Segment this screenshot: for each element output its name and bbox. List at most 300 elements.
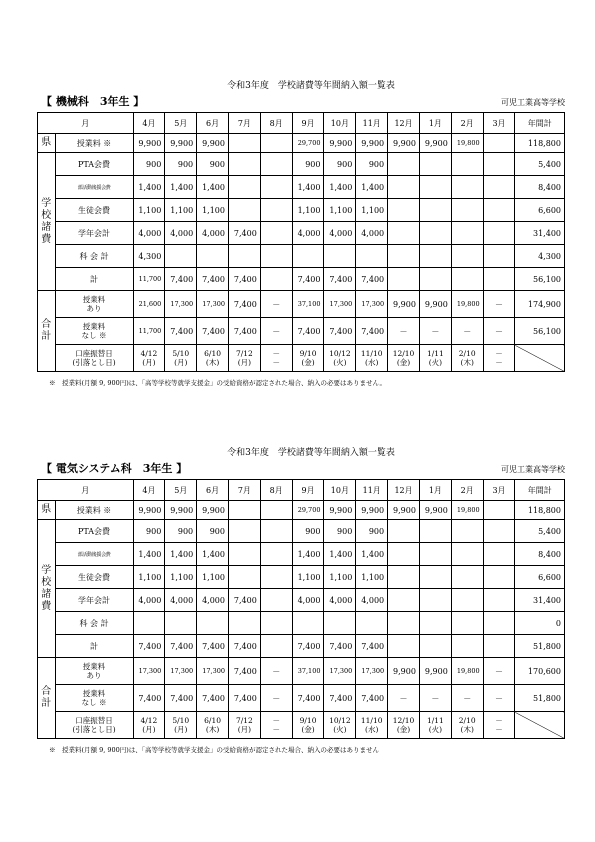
value-cell: 7,400	[356, 635, 388, 658]
value-cell	[388, 245, 420, 268]
row-label: 科 会 計	[55, 612, 133, 635]
row-label: PTA会費	[55, 153, 133, 176]
value-cell	[388, 612, 420, 635]
transfer-weekday: (火)	[428, 358, 443, 367]
month-header-cell: 6月	[197, 480, 229, 501]
value-cell: －	[483, 291, 515, 318]
row-label	[55, 685, 133, 712]
value-cell: 4,000	[292, 589, 324, 612]
transfer-date-cell	[451, 712, 483, 739]
transfer-date-cell	[356, 712, 388, 739]
value-cell: 7,400	[133, 635, 165, 658]
value-cell	[197, 612, 229, 635]
row-label-line: (引落とし日)	[72, 725, 116, 734]
row-label	[55, 291, 133, 318]
value-cell: 1,100	[356, 566, 388, 589]
transfer-date-cell	[419, 345, 451, 372]
transfer-date: 1/11	[426, 349, 444, 358]
value-cell: 7,400	[324, 685, 356, 712]
value-cell: 4,000	[292, 222, 324, 245]
category-total: 合計	[38, 658, 56, 739]
table-row	[38, 685, 565, 712]
transfer-date: －	[272, 349, 280, 358]
value-cell: 4,000	[165, 222, 197, 245]
value-cell: 7,400	[165, 318, 197, 345]
value-cell	[483, 268, 515, 291]
value-cell: 17,300	[197, 658, 229, 685]
row-label-line: なし ※	[81, 331, 107, 340]
transfer-date: 9/10	[299, 349, 317, 358]
value-cell: －	[483, 318, 515, 345]
month-header: 月	[38, 113, 134, 134]
transfer-date: 2/10	[458, 716, 476, 725]
annual-total-cell: 4,300	[515, 245, 565, 268]
school-name: 可児工業高等学校	[501, 465, 565, 474]
transfer-weekday: (火)	[333, 725, 347, 734]
value-cell: －	[451, 685, 483, 712]
month-header-cell: 12月	[388, 113, 420, 134]
value-cell	[324, 612, 356, 635]
value-cell: 7,400	[324, 268, 356, 291]
total-header: 年間計	[515, 480, 565, 501]
transfer-date: －	[495, 349, 503, 358]
value-cell: 7,400	[292, 635, 324, 658]
category-total: 合計	[38, 291, 56, 372]
value-cell: 9,900	[388, 291, 420, 318]
section-header	[37, 461, 565, 479]
value-cell	[165, 612, 197, 635]
value-cell: 7,400	[356, 318, 388, 345]
value-cell	[451, 543, 483, 566]
transfer-date-cell	[483, 345, 515, 372]
diagonal-cell	[515, 712, 565, 739]
value-cell: 1,100	[165, 199, 197, 222]
annual-total-cell: 118,800	[515, 134, 565, 153]
month-header-cell: 2月	[451, 113, 483, 134]
value-cell	[260, 520, 292, 543]
value-cell	[483, 520, 515, 543]
value-cell: －	[260, 658, 292, 685]
annual-total-cell: 5,400	[515, 520, 565, 543]
table-row	[38, 176, 565, 199]
row-label: 部活動後援会費	[55, 176, 133, 199]
value-cell: 1,100	[356, 199, 388, 222]
transfer-date-cell	[197, 712, 229, 739]
value-cell	[483, 222, 515, 245]
row-label-line: 授業料	[82, 689, 106, 698]
value-cell	[260, 566, 292, 589]
value-cell: 7,400	[356, 685, 388, 712]
transfer-weekday: －	[495, 725, 503, 734]
table-row	[38, 245, 565, 268]
value-cell	[228, 566, 260, 589]
value-cell: 7,400	[228, 291, 260, 318]
value-cell	[483, 245, 515, 268]
transfer-weekday: －	[495, 358, 503, 367]
month-header-cell: 5月	[165, 480, 197, 501]
value-cell: 9,900	[388, 658, 420, 685]
value-cell: 4,000	[356, 589, 388, 612]
table-row	[38, 318, 565, 345]
value-cell: 1,100	[324, 199, 356, 222]
annual-total-cell: 8,400	[515, 176, 565, 199]
value-cell	[228, 245, 260, 268]
transfer-weekday: (金)	[396, 725, 411, 734]
value-cell	[133, 612, 165, 635]
table-header-row	[38, 480, 565, 501]
value-cell	[419, 153, 451, 176]
value-cell: 7,400	[165, 685, 197, 712]
value-cell: 21,600	[133, 291, 165, 318]
value-cell	[260, 245, 292, 268]
value-cell: 4,000	[197, 589, 229, 612]
table-row	[38, 268, 565, 291]
value-cell: －	[483, 658, 515, 685]
table-row	[38, 291, 565, 318]
value-cell: －	[419, 318, 451, 345]
value-cell: －	[260, 291, 292, 318]
value-cell	[356, 612, 388, 635]
value-cell: 17,300	[356, 291, 388, 318]
transfer-date: 6/10	[204, 716, 221, 725]
value-cell	[483, 589, 515, 612]
row-label-line: 授業料	[82, 662, 106, 671]
annual-total-cell: 56,100	[515, 268, 565, 291]
value-cell: 4,300	[133, 245, 165, 268]
value-cell: 1,400	[133, 543, 165, 566]
value-cell	[260, 612, 292, 635]
value-cell: 37,100	[292, 291, 324, 318]
transfer-weekday: (火)	[428, 725, 443, 734]
value-cell	[419, 612, 451, 635]
transfer-date-cell	[260, 345, 292, 372]
table-row	[38, 501, 565, 520]
value-cell	[228, 199, 260, 222]
month-header-cell: 8月	[260, 480, 292, 501]
value-cell	[388, 268, 420, 291]
row-label-line: なし ※	[81, 698, 107, 707]
annual-total-cell: 51,800	[515, 635, 565, 658]
value-cell	[260, 268, 292, 291]
row-label-line: あり	[86, 304, 102, 313]
value-cell: 9,900	[133, 501, 165, 520]
table-row	[38, 222, 565, 245]
transfer-weekday: (水)	[365, 725, 379, 734]
transfer-date: 10/12	[329, 716, 351, 725]
table-row	[38, 712, 565, 739]
transfer-date-cell	[292, 712, 324, 739]
transfer-date-cell	[324, 345, 356, 372]
transfer-date-cell	[197, 345, 229, 372]
total-header: 年間計	[515, 113, 565, 134]
value-cell	[483, 501, 515, 520]
value-cell: 900	[356, 520, 388, 543]
value-cell: 19,800	[451, 291, 483, 318]
value-cell	[260, 176, 292, 199]
value-cell	[483, 566, 515, 589]
value-cell: 7,400	[228, 222, 260, 245]
month-header-cell: 9月	[292, 113, 324, 134]
month-header-cell: 3月	[483, 480, 515, 501]
value-cell: 7,400	[133, 685, 165, 712]
value-cell: 9,900	[419, 501, 451, 520]
transfer-date: 2/10	[458, 349, 476, 358]
school-name: 可児工業高等学校	[501, 98, 565, 107]
value-cell	[419, 268, 451, 291]
value-cell: 1,100	[165, 566, 197, 589]
table-row	[38, 345, 565, 372]
value-cell: 9,900	[197, 134, 229, 153]
value-cell	[451, 589, 483, 612]
value-cell	[419, 520, 451, 543]
annual-total-cell: 0	[515, 612, 565, 635]
category-school-fees: 学校諸費	[38, 153, 56, 291]
value-cell: 900	[133, 520, 165, 543]
transfer-date: 7/12	[235, 716, 253, 725]
transfer-weekday: (水)	[365, 358, 379, 367]
row-label: 生徒会費	[55, 199, 133, 222]
value-cell	[388, 520, 420, 543]
value-cell: 1,400	[356, 543, 388, 566]
value-cell: 7,400	[292, 685, 324, 712]
transfer-date-cell	[292, 345, 324, 372]
course-name: 【 電気システム科 3年生 】	[41, 462, 188, 475]
transfer-date: 1/11	[426, 716, 444, 725]
fee-table	[37, 479, 565, 739]
value-cell: －	[388, 318, 420, 345]
value-cell	[483, 199, 515, 222]
value-cell: 37,100	[292, 658, 324, 685]
annual-total-cell: 31,400	[515, 589, 565, 612]
transfer-date-cell	[228, 712, 260, 739]
row-label: 学年会計	[55, 222, 133, 245]
value-cell: 17,300	[324, 291, 356, 318]
transfer-weekday: (月)	[237, 358, 252, 367]
value-cell: 9,900	[133, 134, 165, 153]
value-cell	[356, 245, 388, 268]
month-header-cell: 1月	[419, 113, 451, 134]
transfer-weekday: (木)	[460, 358, 474, 367]
month-header-cell: 11月	[356, 113, 388, 134]
value-cell	[228, 501, 260, 520]
value-cell: 7,400	[228, 589, 260, 612]
table-row	[38, 658, 565, 685]
value-cell: 1,400	[197, 543, 229, 566]
row-label-line: 授業料	[82, 322, 106, 331]
transfer-date-cell	[419, 712, 451, 739]
value-cell	[388, 566, 420, 589]
transfer-date: 12/10	[392, 716, 415, 725]
transfer-weekday: (火)	[333, 358, 347, 367]
month-header-cell: 3月	[483, 113, 515, 134]
value-cell	[388, 543, 420, 566]
value-cell	[419, 589, 451, 612]
value-cell: 9,900	[388, 134, 420, 153]
value-cell: 1,400	[324, 543, 356, 566]
row-label: 学年会計	[55, 589, 133, 612]
value-cell: 1,400	[165, 543, 197, 566]
annual-total-cell: 51,800	[515, 685, 565, 712]
month-header-cell: 1月	[419, 480, 451, 501]
transfer-date: －	[495, 716, 503, 725]
value-cell: 17,300	[133, 658, 165, 685]
value-cell: 1,400	[324, 176, 356, 199]
value-cell	[451, 245, 483, 268]
transfer-date: 12/10	[392, 349, 415, 358]
value-cell: 9,900	[419, 291, 451, 318]
table-row	[38, 543, 565, 566]
row-label	[55, 658, 133, 685]
value-cell	[260, 199, 292, 222]
value-cell: 1,100	[133, 566, 165, 589]
row-label	[55, 318, 133, 345]
value-cell: 900	[133, 153, 165, 176]
row-label-line: 授業料	[82, 295, 106, 304]
transfer-date: 10/12	[329, 349, 351, 358]
value-cell	[228, 543, 260, 566]
value-cell: 4,000	[133, 589, 165, 612]
value-cell	[451, 176, 483, 199]
value-cell	[260, 134, 292, 153]
value-cell	[260, 222, 292, 245]
value-cell	[451, 268, 483, 291]
value-cell	[228, 176, 260, 199]
transfer-date: 11/10	[360, 716, 383, 725]
transfer-date: 4/12	[140, 349, 158, 358]
value-cell: 7,400	[292, 268, 324, 291]
month-header-cell: 6月	[197, 113, 229, 134]
value-cell: 17,300	[197, 291, 229, 318]
value-cell	[483, 134, 515, 153]
value-cell: 1,100	[133, 199, 165, 222]
transfer-date-cell	[388, 712, 420, 739]
value-cell: 7,400	[228, 658, 260, 685]
value-cell	[451, 520, 483, 543]
value-cell: 1,400	[292, 176, 324, 199]
value-cell: 19,800	[451, 501, 483, 520]
value-cell	[260, 635, 292, 658]
transfer-weekday: －	[272, 358, 280, 367]
value-cell	[165, 245, 197, 268]
transfer-date: 7/12	[235, 349, 253, 358]
transfer-weekday: －	[272, 725, 280, 734]
value-cell: 1,400	[292, 543, 324, 566]
value-cell	[451, 153, 483, 176]
value-cell: 4,000	[356, 222, 388, 245]
annual-total-cell: 31,400	[515, 222, 565, 245]
month-header-cell: 10月	[324, 480, 356, 501]
annual-total-cell: 56,100	[515, 318, 565, 345]
transfer-date-cell	[388, 345, 420, 372]
document-title: 令和3年度 学校諸費等年間納入額一覧表	[227, 81, 395, 91]
value-cell: 1,100	[197, 566, 229, 589]
value-cell: 7,400	[324, 318, 356, 345]
value-cell: 17,300	[165, 658, 197, 685]
value-cell	[451, 199, 483, 222]
value-cell: 900	[197, 153, 229, 176]
value-cell: －	[483, 685, 515, 712]
transfer-date-cell	[451, 345, 483, 372]
transfer-date: 5/10	[172, 716, 190, 725]
value-cell	[451, 222, 483, 245]
value-cell	[260, 153, 292, 176]
value-cell	[228, 520, 260, 543]
category-prefecture: 県	[38, 134, 56, 153]
transfer-date: 9/10	[299, 716, 317, 725]
section-header	[37, 94, 565, 112]
value-cell: 7,400	[228, 685, 260, 712]
value-cell: 9,900	[388, 501, 420, 520]
value-cell: 17,300	[356, 658, 388, 685]
value-cell	[388, 199, 420, 222]
value-cell: －	[419, 685, 451, 712]
value-cell	[483, 635, 515, 658]
row-label	[55, 712, 133, 739]
table-row	[38, 153, 565, 176]
value-cell	[419, 543, 451, 566]
transfer-date-cell	[228, 345, 260, 372]
value-cell: 29,700	[292, 501, 324, 520]
table-row	[38, 635, 565, 658]
transfer-weekday: (月)	[237, 725, 252, 734]
value-cell: 9,900	[197, 501, 229, 520]
transfer-date-cell	[260, 712, 292, 739]
value-cell: 1,100	[197, 199, 229, 222]
month-header-cell: 10月	[324, 113, 356, 134]
value-cell: 7,400	[165, 268, 197, 291]
value-cell	[483, 612, 515, 635]
value-cell	[419, 566, 451, 589]
value-cell: 7,400	[165, 635, 197, 658]
footnote: ※ 授業料(月額 9, 900円)は、「高等学校等就学支援金」の受給資格が認定された場合、納入の必要はありません	[49, 746, 380, 754]
value-cell: 9,900	[356, 134, 388, 153]
value-cell	[419, 199, 451, 222]
value-cell	[388, 222, 420, 245]
row-label: 生徒会費	[55, 566, 133, 589]
row-label: 授業料 ※	[55, 501, 133, 520]
value-cell: 4,000	[133, 222, 165, 245]
transfer-weekday: (金)	[396, 358, 411, 367]
value-cell: 4,000	[165, 589, 197, 612]
value-cell: 1,400	[133, 176, 165, 199]
value-cell	[324, 245, 356, 268]
value-cell	[483, 176, 515, 199]
transfer-date: －	[272, 716, 280, 725]
value-cell: 900	[165, 520, 197, 543]
value-cell: 9,900	[165, 134, 197, 153]
value-cell: 4,000	[324, 222, 356, 245]
value-cell: 900	[324, 153, 356, 176]
row-label-line: 口座振替日	[75, 716, 113, 725]
annual-total-cell: 8,400	[515, 543, 565, 566]
month-header-cell: 8月	[260, 113, 292, 134]
transfer-date: 11/10	[360, 349, 383, 358]
value-cell: 7,400	[324, 635, 356, 658]
month-header-cell: 4月	[133, 480, 165, 501]
transfer-date: 4/12	[140, 716, 158, 725]
month-header-cell: 4月	[133, 113, 165, 134]
value-cell: －	[388, 685, 420, 712]
month-header-cell: 9月	[292, 480, 324, 501]
value-cell	[197, 245, 229, 268]
annual-total-cell: 5,400	[515, 153, 565, 176]
value-cell: 7,400	[197, 685, 229, 712]
row-label: PTA会費	[55, 520, 133, 543]
value-cell	[419, 635, 451, 658]
value-cell	[292, 612, 324, 635]
value-cell: 11,700	[133, 268, 165, 291]
value-cell	[419, 222, 451, 245]
